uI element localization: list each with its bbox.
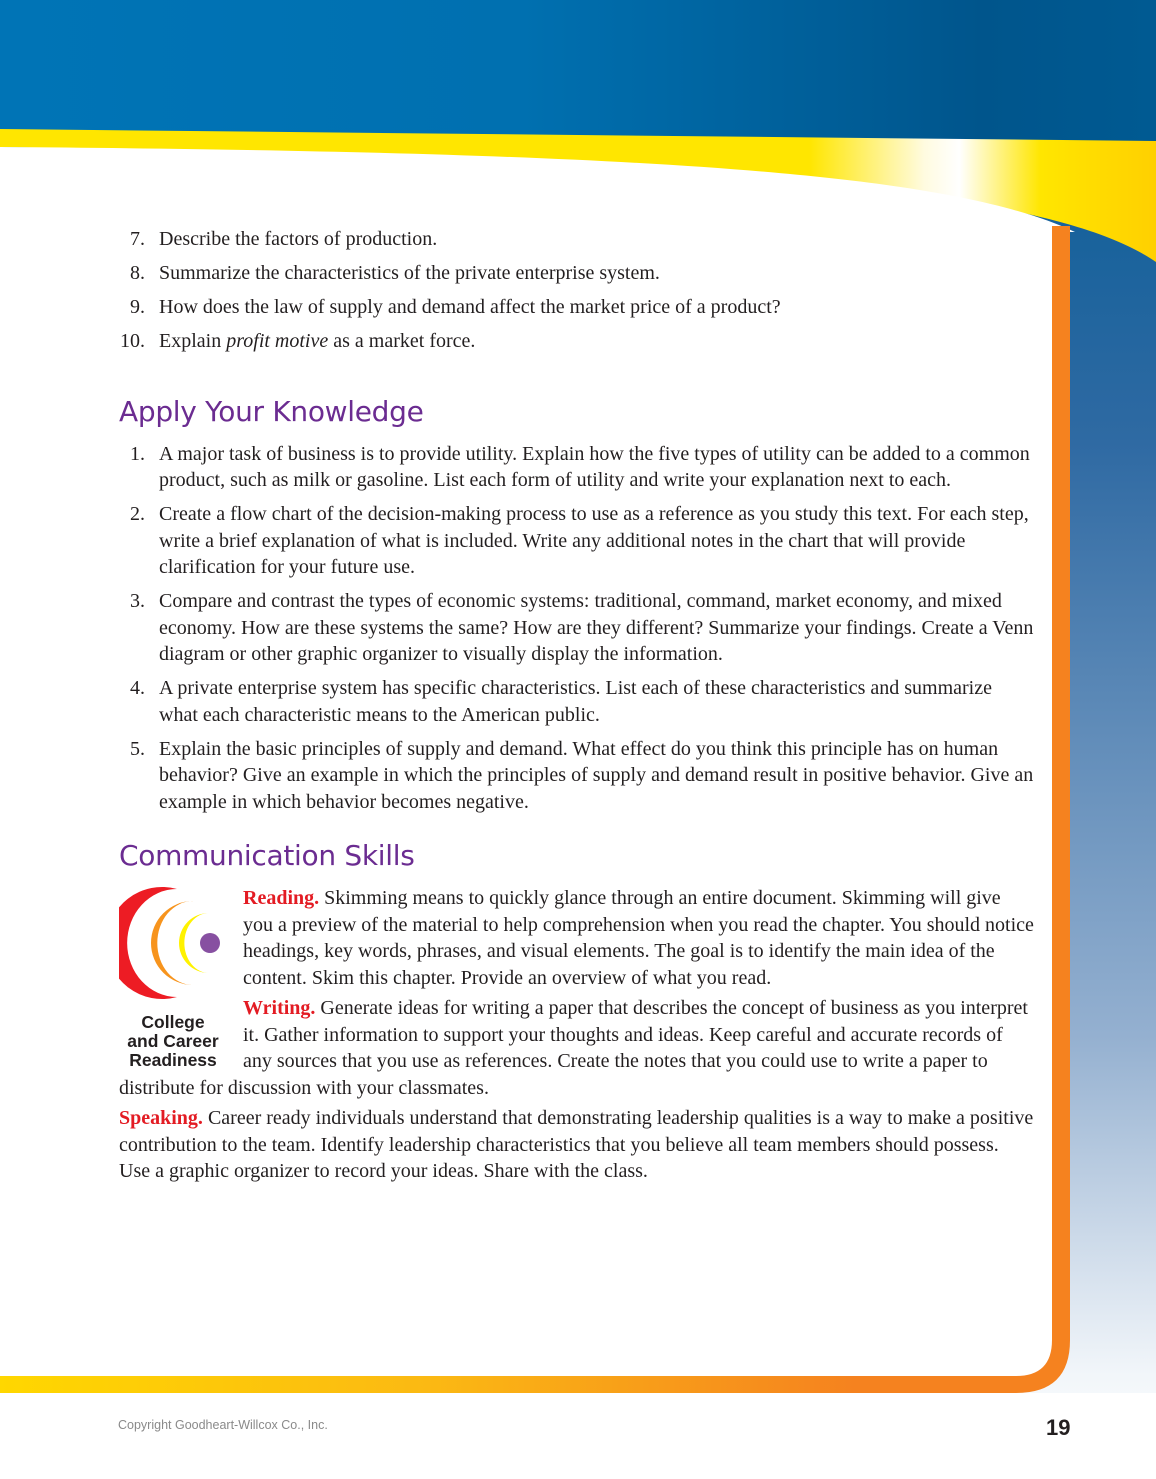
item-text: as a market force.: [328, 330, 476, 352]
paragraph-lead: Reading.: [243, 887, 320, 909]
item-text: A private enterprise system has specific characteristics. List each of these characteristics and summarize what each characteristic means to the American public.: [159, 677, 992, 726]
paragraph-text: Career ready individuals understand that demonstrating leadership qualities is a way to make a positive contribution to the team. Identify leadership characteristics that you believe all team members should possess. Use a graphic organizer to record your ideas. Share with the class.: [119, 1107, 1034, 1182]
reading-paragraph: [119, 885, 1034, 991]
apply-list: [119, 441, 1034, 816]
list-item: [119, 294, 1034, 321]
list-item: [119, 226, 1034, 253]
item-text: Explain: [159, 330, 227, 352]
item-italic-term: profit motive: [226, 330, 329, 352]
paragraph-lead: Writing.: [243, 997, 316, 1019]
item-number: 3.: [130, 590, 145, 612]
copyright-notice: Copyright Goodheart-Willcox Co., Inc.: [118, 1418, 328, 1432]
list-item: [119, 328, 1034, 355]
item-number: 7.: [130, 228, 145, 250]
page-content: [119, 226, 1034, 1189]
item-text: A major task of business is to provide utility. Explain how the five types of utility can be added to a common product, such as milk or gasoline. List each form of utility and write your explanation next to each.: [159, 442, 1030, 491]
item-text: Create a flow chart of the decision-making process to use as a reference as you study this text. For each step, write a brief explanation of what is included. Write any additional notes in the chart that will provide clarification for your future use.: [159, 503, 1029, 578]
item-number: 2.: [130, 503, 145, 525]
section-heading-communication: Communication Skills: [119, 839, 415, 872]
list-item: [119, 441, 1034, 494]
item-text: How does the law of supply and demand affect the market price of a product?: [159, 296, 781, 318]
list-item: [119, 675, 1034, 728]
paragraph-lead: Speaking.: [119, 1107, 203, 1129]
list-item: [119, 260, 1034, 287]
item-text: Explain the basic principles of supply and demand. What effect do you think this principle has on human behavior? Give an example in which the principles of supply and demand result in positive behavior. Give an example in which behavior becomes negative.: [159, 737, 1034, 813]
item-number: 9.: [130, 296, 145, 318]
item-number: 4.: [130, 677, 145, 699]
review-questions-list: [119, 226, 1034, 355]
item-text: Describe the factors of production.: [159, 228, 438, 250]
writing-paragraph: [119, 995, 1034, 1101]
section-heading-apply: Apply Your Knowledge: [119, 394, 424, 428]
logo-caption: [119, 1013, 227, 1070]
logo-caption-line: College: [141, 1011, 205, 1032]
list-item: [119, 501, 1034, 581]
logo-caption-line: Readiness: [129, 1049, 217, 1070]
college-career-readiness-logo: [119, 885, 227, 1070]
paragraph-text: Generate ideas for writing a paper that describes the concept of business as you interpret it. Gather information to support your thoughts and ideas. Keep careful and accurate records of any sources that you use as references. Create the notes that you could use to write a paper to distribute for discussion with your classmates.: [119, 997, 1028, 1099]
logo-caption-line: and Career: [127, 1030, 219, 1051]
list-item: [119, 736, 1034, 816]
paragraph-text: Skimming means to quickly glance through an entire document. Skimming will give you a preview of the material to help comprehension when you read the chapter. You should notice headings, key words, phrases, and visual elements. The goal is to identify the main idea of the content. Skim this chapter. Provide an overview of what you read.: [243, 887, 1034, 989]
list-item: [119, 588, 1034, 668]
item-text: Compare and contrast the types of economic systems: traditional, command, market economy, and mixed economy. How are these systems the same? How are they different? Summarize your findings. Create a Venn diagram or other graphic organizer to visually display the information.: [159, 590, 1034, 665]
speaking-paragraph: [119, 1105, 1034, 1185]
item-number: 5.: [130, 737, 145, 760]
item-text: Summarize the characteristics of the private enterprise system.: [159, 262, 660, 284]
item-number: 10.: [120, 330, 145, 352]
item-number: 1.: [130, 442, 145, 465]
item-number: 8.: [130, 262, 145, 284]
concentric-arcs-icon: [119, 885, 227, 1001]
page-number: 19: [1046, 1415, 1071, 1440]
